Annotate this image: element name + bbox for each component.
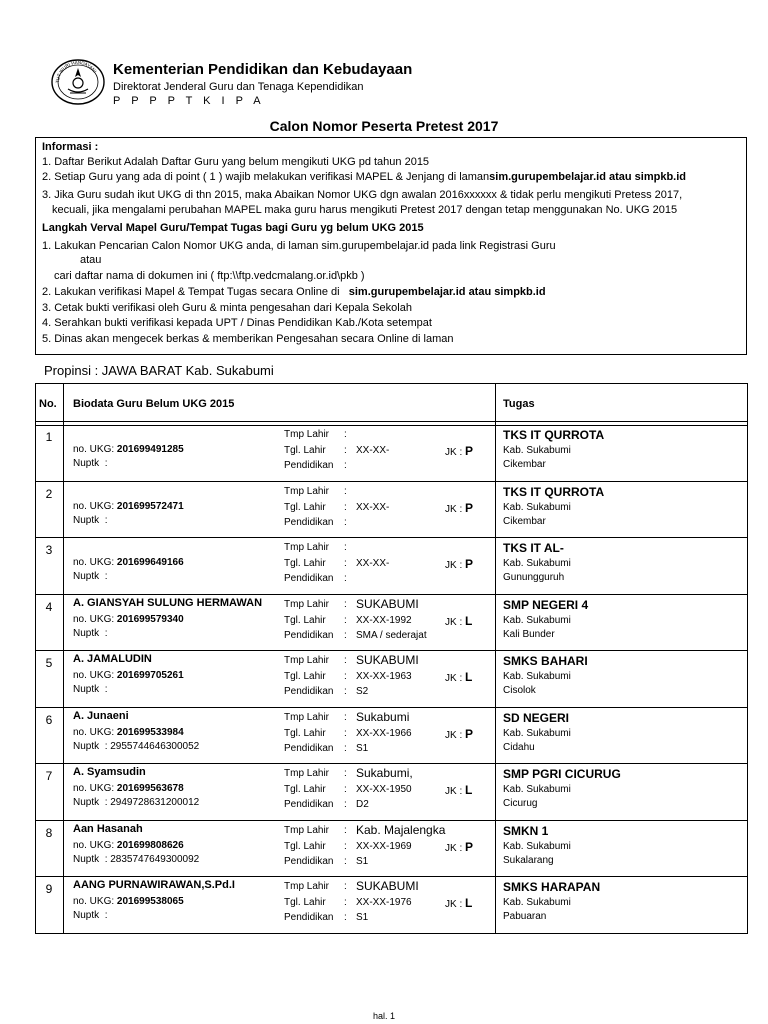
gender-value: P xyxy=(465,444,474,458)
row-number: 7 xyxy=(45,769,53,783)
education-label: Pendidikan xyxy=(284,686,334,697)
nuptk-label: Nuptk xyxy=(73,458,100,469)
birthdate-colon: : xyxy=(344,445,347,456)
school-district: Gunungguruh xyxy=(503,572,565,583)
birthdate-label: Tgl. Lahir xyxy=(284,501,326,513)
ukg-label: no. UKG: xyxy=(73,500,115,512)
education-label: Pendidikan xyxy=(284,912,334,923)
school-regency: Kab. Sukabumi xyxy=(503,784,571,795)
birthdate-label: Tgl. Lahir xyxy=(284,445,326,456)
step-1: 1. Lakukan Pencarian Calon Nomor UKG anda, di laman sim.gurupembelajar.id pada link Registrasi Guru xyxy=(42,240,556,252)
nuptk-label: Nuptk xyxy=(73,910,100,921)
table-row xyxy=(35,764,748,821)
info-item-3-cont: kecuali, jika mengalami perubahan MAPEL maka guru harus mengikuti Pretest 2017 dengan tetap menggunakan No. UKG 2015 xyxy=(52,204,678,216)
birthplace-colon: : xyxy=(344,881,347,892)
ministry-logo xyxy=(50,55,106,107)
step-2-links: sim.gurupembelajar.id atau simpkb.id xyxy=(348,286,546,298)
birthplace-value: SUKABUMI xyxy=(356,879,419,893)
table-column-line xyxy=(63,383,64,934)
school-regency: Kab. Sukabumi xyxy=(503,614,571,626)
birthdate-value: XX-XX- xyxy=(356,445,390,456)
ukg-value: 201699649166 xyxy=(116,557,184,568)
birthdate-value: XX-XX-1976 xyxy=(356,897,412,908)
step-2 xyxy=(42,286,546,298)
table-row xyxy=(35,595,748,652)
row-number: 6 xyxy=(45,712,53,727)
table-row xyxy=(35,708,748,765)
birthplace-colon: : xyxy=(344,598,347,610)
info-item-2-links: sim.gurupembelajar.id atau simpkb.id xyxy=(489,171,687,183)
row-number: 3 xyxy=(45,543,53,557)
teacher-name: Aan Hasanah xyxy=(73,822,143,835)
gender-label: JK : xyxy=(445,786,463,797)
step-1-or: atau xyxy=(80,254,102,266)
birthplace-label: Tmp Lahir xyxy=(284,711,330,723)
row-number: 8 xyxy=(45,825,53,840)
birthdate-value: XX-XX- xyxy=(356,501,390,513)
school-name: SMKS HARAPAN xyxy=(503,880,601,894)
table-row xyxy=(35,425,748,482)
table-row xyxy=(35,538,748,595)
nuptk-colon: : xyxy=(104,514,108,526)
education-colon: : xyxy=(344,686,347,697)
nuptk-colon: : xyxy=(104,684,108,695)
birthplace-label: Tmp Lahir xyxy=(284,824,330,836)
ukg-label: no. UKG: xyxy=(73,670,115,681)
birthdate-value: XX-XX-1950 xyxy=(356,784,412,795)
gender-value: P xyxy=(465,500,474,515)
teacher-name: A. JAMALUDIN xyxy=(73,653,152,665)
birthdate-colon: : xyxy=(344,501,347,513)
teacher-name: A. GIANSYAH SULUNG HERMAWAN xyxy=(73,596,263,609)
birthdate-colon: : xyxy=(344,614,347,626)
birthdate-colon: : xyxy=(344,558,347,569)
education-value: S1 xyxy=(356,855,369,867)
header-biodata: Biodata Guru Belum UKG 2015 xyxy=(73,398,235,410)
gender-value: P xyxy=(465,726,474,741)
row-number: 1 xyxy=(45,430,53,444)
school-name: TKS IT AL- xyxy=(503,541,564,555)
education-colon: : xyxy=(344,629,347,641)
nuptk-colon: : xyxy=(104,740,108,752)
header-no: No. xyxy=(39,398,57,410)
birthplace-value: Sukabumi xyxy=(356,709,410,724)
school-name: SMKS BAHARI xyxy=(503,654,588,668)
ukg-number xyxy=(73,444,184,455)
school-district: Kali Bunder xyxy=(503,628,555,640)
ukg-value: 201699808626 xyxy=(116,839,184,851)
birthdate-label: Tgl. Lahir xyxy=(284,784,326,795)
birthplace-label: Tmp Lahir xyxy=(284,542,330,553)
directorate-name: Direktorat Jenderal Guru dan Tenaga Kependidikan xyxy=(113,81,364,93)
row-divider xyxy=(35,933,748,934)
birthdate-value: XX-XX- xyxy=(356,558,390,569)
info-item-2-text: 2. Setiap Guru yang ada di point ( 1 ) wajib melakukan verifikasi MAPEL & Jenjang di laman xyxy=(42,171,490,183)
ukg-number xyxy=(73,896,184,907)
table-header-border xyxy=(35,421,748,422)
birthplace-value: Sukabumi, xyxy=(356,766,413,780)
school-regency: Kab. Sukabumi xyxy=(503,840,571,852)
gender-label: JK : xyxy=(445,673,463,684)
education-colon: : xyxy=(344,516,347,528)
birthplace-colon: : xyxy=(344,542,347,553)
gender-label: JK : xyxy=(445,842,463,854)
table-column-line xyxy=(35,383,36,934)
birthdate-colon: : xyxy=(344,840,347,852)
nuptk xyxy=(73,854,199,865)
ukg-label: no. UKG: xyxy=(73,613,115,625)
nuptk-label: Nuptk xyxy=(73,571,100,582)
nuptk xyxy=(73,571,107,582)
ukg-label: no. UKG: xyxy=(73,726,115,738)
ukg-number xyxy=(73,727,184,738)
birthdate-value: XX-XX-1969 xyxy=(356,840,412,852)
info-heading: Informasi : xyxy=(42,141,99,153)
nuptk-colon: : xyxy=(104,853,108,865)
school-regency: Kab. Sukabumi xyxy=(503,501,571,513)
ukg-number xyxy=(73,670,184,681)
nuptk-colon: : xyxy=(104,627,108,639)
birthdate-label: Tgl. Lahir xyxy=(284,558,326,569)
teacher-name: A. Syamsudin xyxy=(73,766,146,778)
ukg-number xyxy=(73,840,184,851)
education-value: SMA / sederajat xyxy=(356,629,427,641)
education-label: Pendidikan xyxy=(284,629,334,641)
info-item-2 xyxy=(42,171,686,183)
birthplace-label: Tmp Lahir xyxy=(284,881,330,892)
nuptk-label: Nuptk xyxy=(73,797,100,808)
school-name: SMKN 1 xyxy=(503,823,549,838)
information-box xyxy=(35,137,747,355)
school-name: SMP PGRI CICURUG xyxy=(503,767,621,781)
gender-value: P xyxy=(465,839,474,854)
education-colon: : xyxy=(344,799,347,810)
nuptk-colon: : xyxy=(104,910,108,921)
birthplace-label: Tmp Lahir xyxy=(284,598,330,610)
education-colon: : xyxy=(344,855,347,867)
education-label: Pendidikan xyxy=(284,460,334,471)
nuptk-label: Nuptk xyxy=(73,853,100,865)
step-3: 3. Cetak bukti verifikasi oleh Guru & minta pengesahan dari Kepala Sekolah xyxy=(42,302,412,314)
info-item-3: 3. Jika Guru sudah ikut UKG di thn 2015, maka Abaikan Nomor UKG dgn awalan 2016xxxxxx & tidak perlu mengikuti Pretess 2017, xyxy=(42,189,683,201)
steps-heading: Langkah Verval Mapel Guru/Tempat Tugas bagi Guru yg belum UKG 2015 xyxy=(42,222,424,234)
gender xyxy=(445,501,473,515)
ukg-number xyxy=(73,557,184,568)
gender xyxy=(445,727,473,741)
gender xyxy=(445,670,472,684)
education-label: Pendidikan xyxy=(284,573,334,584)
birthplace-colon: : xyxy=(344,485,347,497)
nuptk-value: 2955744646300052 xyxy=(110,740,200,752)
nuptk xyxy=(73,458,107,469)
nuptk-colon: : xyxy=(104,571,108,582)
gender-value: L xyxy=(465,896,473,910)
teacher-name: A. Junaeni xyxy=(73,709,129,722)
education-label: Pendidikan xyxy=(284,799,334,810)
education-value: S2 xyxy=(356,686,369,697)
row-number: 9 xyxy=(45,882,53,896)
birthdate-colon: : xyxy=(344,897,347,908)
nuptk xyxy=(73,628,107,639)
birthdate-colon: : xyxy=(344,727,347,739)
school-name: TKS IT QURROTA xyxy=(503,428,605,442)
step-4: 4. Serahkan bukti verifikasi kepada UPT / Dinas Pendidikan Kab./Kota setempat xyxy=(42,317,432,329)
birthplace-value: SUKABUMI xyxy=(356,596,419,611)
birthdate-colon: : xyxy=(344,784,347,795)
school-district: Sukalarang xyxy=(503,854,554,866)
ukg-label: no. UKG: xyxy=(73,839,115,851)
nuptk-value: 2835747649300092 xyxy=(110,853,200,865)
ukg-label: no. UKG: xyxy=(73,444,115,455)
table-row xyxy=(35,877,748,934)
birthplace-label: Tmp Lahir xyxy=(284,429,330,440)
teacher-table xyxy=(35,383,748,934)
school-district: Cikembar xyxy=(503,515,546,527)
birthdate-value: XX-XX-1992 xyxy=(356,614,412,626)
gender-label: JK : xyxy=(445,560,463,571)
birthdate-value: XX-XX-1966 xyxy=(356,727,412,739)
gender-value: L xyxy=(465,670,473,684)
education-colon: : xyxy=(344,912,347,923)
school-name: SD NEGERI xyxy=(503,710,570,725)
school-regency: Kab. Sukabumi xyxy=(503,558,571,569)
table-row xyxy=(35,482,748,539)
birthplace-colon: : xyxy=(344,429,347,440)
education-value: D2 xyxy=(356,799,369,810)
gender-label: JK : xyxy=(445,729,463,741)
nuptk-label: Nuptk xyxy=(73,684,100,695)
ukg-value: 201699538065 xyxy=(116,896,184,907)
education-value: S1 xyxy=(356,742,369,754)
education-label: Pendidikan xyxy=(284,855,334,867)
birthdate-value: XX-XX-1963 xyxy=(356,671,412,682)
birthplace-colon: : xyxy=(344,655,347,666)
birthplace-colon: : xyxy=(344,768,347,779)
gender-label: JK : xyxy=(445,503,463,515)
birthdate-label: Tgl. Lahir xyxy=(284,840,326,852)
nuptk-colon: : xyxy=(104,797,108,808)
school-district: Pabuaran xyxy=(503,911,547,922)
birthplace-value: SUKABUMI xyxy=(356,653,419,667)
gender xyxy=(445,783,472,797)
nuptk xyxy=(73,515,107,526)
teacher-name: AANG PURNAWIRAWAN,S.Pd.I xyxy=(73,879,235,891)
school-district: Cikembar xyxy=(503,459,546,470)
birthdate-label: Tgl. Lahir xyxy=(284,897,326,908)
birthplace-colon: : xyxy=(344,711,347,723)
table-column-line xyxy=(495,383,496,934)
birthplace-colon: : xyxy=(344,824,347,836)
gender-label: JK : xyxy=(445,899,463,910)
page-number: hal. 1 xyxy=(372,1011,396,1021)
row-number: 4 xyxy=(45,599,53,614)
gender xyxy=(445,896,472,910)
school-regency: Kab. Sukabumi xyxy=(503,445,571,456)
ukg-number xyxy=(73,783,184,794)
gender-value: P xyxy=(465,557,474,571)
birthplace-value: Kab. Majalengka xyxy=(356,822,446,837)
ukg-label: no. UKG: xyxy=(73,783,115,794)
school-name: SMP NEGERI 4 xyxy=(503,597,589,612)
birthplace-label: Tmp Lahir xyxy=(284,485,330,497)
education-colon: : xyxy=(344,573,347,584)
gender-value: L xyxy=(465,783,473,797)
ukg-value: 201699491285 xyxy=(116,444,184,455)
ministry-name: Kementerian Pendidikan dan Kebudayaan xyxy=(113,61,413,78)
education-value: S1 xyxy=(356,912,369,923)
gender xyxy=(445,840,473,854)
gender-label: JK : xyxy=(445,616,463,628)
nuptk-label: Nuptk xyxy=(73,627,100,639)
birthplace-label: Tmp Lahir xyxy=(284,655,330,666)
row-number: 5 xyxy=(45,656,53,670)
document-title: Calon Nomor Peserta Pretest 2017 xyxy=(269,118,499,134)
gender xyxy=(445,444,473,458)
logo-arc-text: TUT WURI HANDAYANI xyxy=(54,59,98,84)
header-tugas: Tugas xyxy=(503,398,535,410)
step-1-alt: cari daftar nama di dokumen ini ( ftp:\\ftp.vedcmalang.or.id\pkb ) xyxy=(54,270,365,282)
education-label: Pendidikan xyxy=(284,742,334,754)
nuptk xyxy=(73,741,199,752)
school-district: Cisolok xyxy=(503,685,536,696)
table-border-top xyxy=(35,383,748,384)
table-row xyxy=(35,651,748,708)
education-colon: : xyxy=(344,460,347,471)
education-label: Pendidikan xyxy=(284,516,334,528)
school-name: TKS IT QURROTA xyxy=(503,484,605,499)
nuptk-label: Nuptk xyxy=(73,740,100,752)
row-number: 2 xyxy=(45,486,53,501)
school-regency: Kab. Sukabumi xyxy=(503,727,571,739)
nuptk xyxy=(73,910,107,921)
gender xyxy=(445,614,472,628)
ukg-value: 201699563678 xyxy=(116,783,184,794)
school-regency: Kab. Sukabumi xyxy=(503,671,571,682)
step-2-text: 2. Lakukan verifikasi Mapel & Tempat Tugas secara Online di xyxy=(42,286,340,298)
birthplace-label: Tmp Lahir xyxy=(284,768,330,779)
unit-name: P P P P T K I P A xyxy=(113,95,265,107)
table-row xyxy=(35,821,748,878)
school-regency: Kab. Sukabumi xyxy=(503,897,571,908)
province-line: Propinsi : JAWA BARAT Kab. Sukabumi xyxy=(44,363,274,378)
birthdate-label: Tgl. Lahir xyxy=(284,671,326,682)
birthdate-colon: : xyxy=(344,671,347,682)
nuptk xyxy=(73,797,199,808)
education-colon: : xyxy=(344,742,347,754)
ukg-label: no. UKG: xyxy=(73,896,115,907)
ukg-number xyxy=(73,501,184,512)
ukg-label: no. UKG: xyxy=(73,557,115,568)
table-column-line xyxy=(747,383,748,934)
school-district: Cicurug xyxy=(503,798,538,809)
step-5: 5. Dinas akan mengecek berkas & memberikan Pengesahan secara Online di laman xyxy=(42,333,454,345)
gender xyxy=(445,557,473,571)
ukg-value: 201699572471 xyxy=(116,500,184,512)
nuptk-value: 2949728631200012 xyxy=(110,797,200,808)
ukg-value: 201699533984 xyxy=(116,726,184,738)
gender-label: JK : xyxy=(445,447,463,458)
gender-value: L xyxy=(465,613,473,628)
nuptk-colon: : xyxy=(104,458,108,469)
nuptk-label: Nuptk xyxy=(73,514,100,526)
info-item-1: 1. Daftar Berikut Adalah Daftar Guru yang belum mengikuti UKG pd tahun 2015 xyxy=(42,156,430,168)
birthdate-label: Tgl. Lahir xyxy=(284,727,326,739)
ukg-number xyxy=(73,614,184,625)
birthdate-label: Tgl. Lahir xyxy=(284,614,326,626)
school-district: Cidahu xyxy=(503,741,535,753)
ukg-value: 201699579340 xyxy=(116,613,184,625)
ukg-value: 201699705261 xyxy=(116,670,184,681)
nuptk xyxy=(73,684,107,695)
